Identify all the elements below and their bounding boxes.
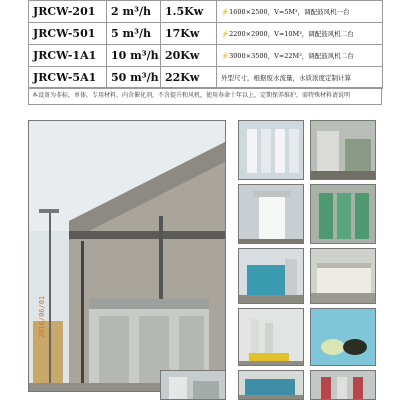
power-cell: 17Kw	[161, 23, 217, 45]
spec-table	[28, 0, 383, 89]
table-row	[29, 67, 383, 89]
table-row	[29, 1, 383, 23]
equipment-photo	[238, 308, 304, 366]
note-cell: 外型尺寸，根据废水流量，水质浓度定制计算	[217, 67, 383, 89]
equipment-photo	[238, 370, 304, 400]
equipment-photo	[160, 370, 226, 400]
power-cell: 22Kw	[161, 67, 217, 89]
power-cell: 20Kw	[161, 45, 217, 67]
capacity-cell: 2 m³/h	[107, 1, 161, 23]
note-cell: ⚡2200×2900，V=10M³，调配鼓风机二台	[217, 23, 383, 45]
model-cell: JRCW-5A1	[29, 67, 107, 89]
equipment-photo	[238, 248, 304, 304]
equipment-photo	[238, 120, 304, 180]
footnote: 本设备为非标，单体，专用材料，内含催化剂，不含提升和风机，使用寿命十年以上，定期保养维护，需特殊材料请说明	[28, 87, 382, 105]
model-cell: JRCW-501	[29, 23, 107, 45]
main-building-photo	[28, 120, 226, 392]
capacity-cell: 5 m³/h	[107, 23, 161, 45]
note-cell: ⚡1600×2500，V=5M³，调配鼓风机一台	[217, 1, 383, 23]
model-cell: JRCW-201	[29, 1, 107, 23]
equipment-photo	[310, 184, 376, 244]
equipment-photo	[310, 248, 376, 304]
equipment-photo	[310, 370, 376, 400]
model-cell: JRCW-1A1	[29, 45, 107, 67]
water-sample-photo	[310, 308, 376, 366]
capacity-cell: 50 m³/h	[107, 67, 161, 89]
table-row	[29, 45, 383, 67]
photo-date-stamp: 2010/06/01	[38, 295, 46, 338]
power-cell: 1.5Kw	[161, 1, 217, 23]
capacity-cell: 10 m³/h	[107, 45, 161, 67]
note-cell: ⚡3000×3500，V=22M³，调配鼓风机二台	[217, 45, 383, 67]
equipment-photo	[310, 120, 376, 180]
equipment-photo	[238, 184, 304, 244]
table-row	[29, 23, 383, 45]
